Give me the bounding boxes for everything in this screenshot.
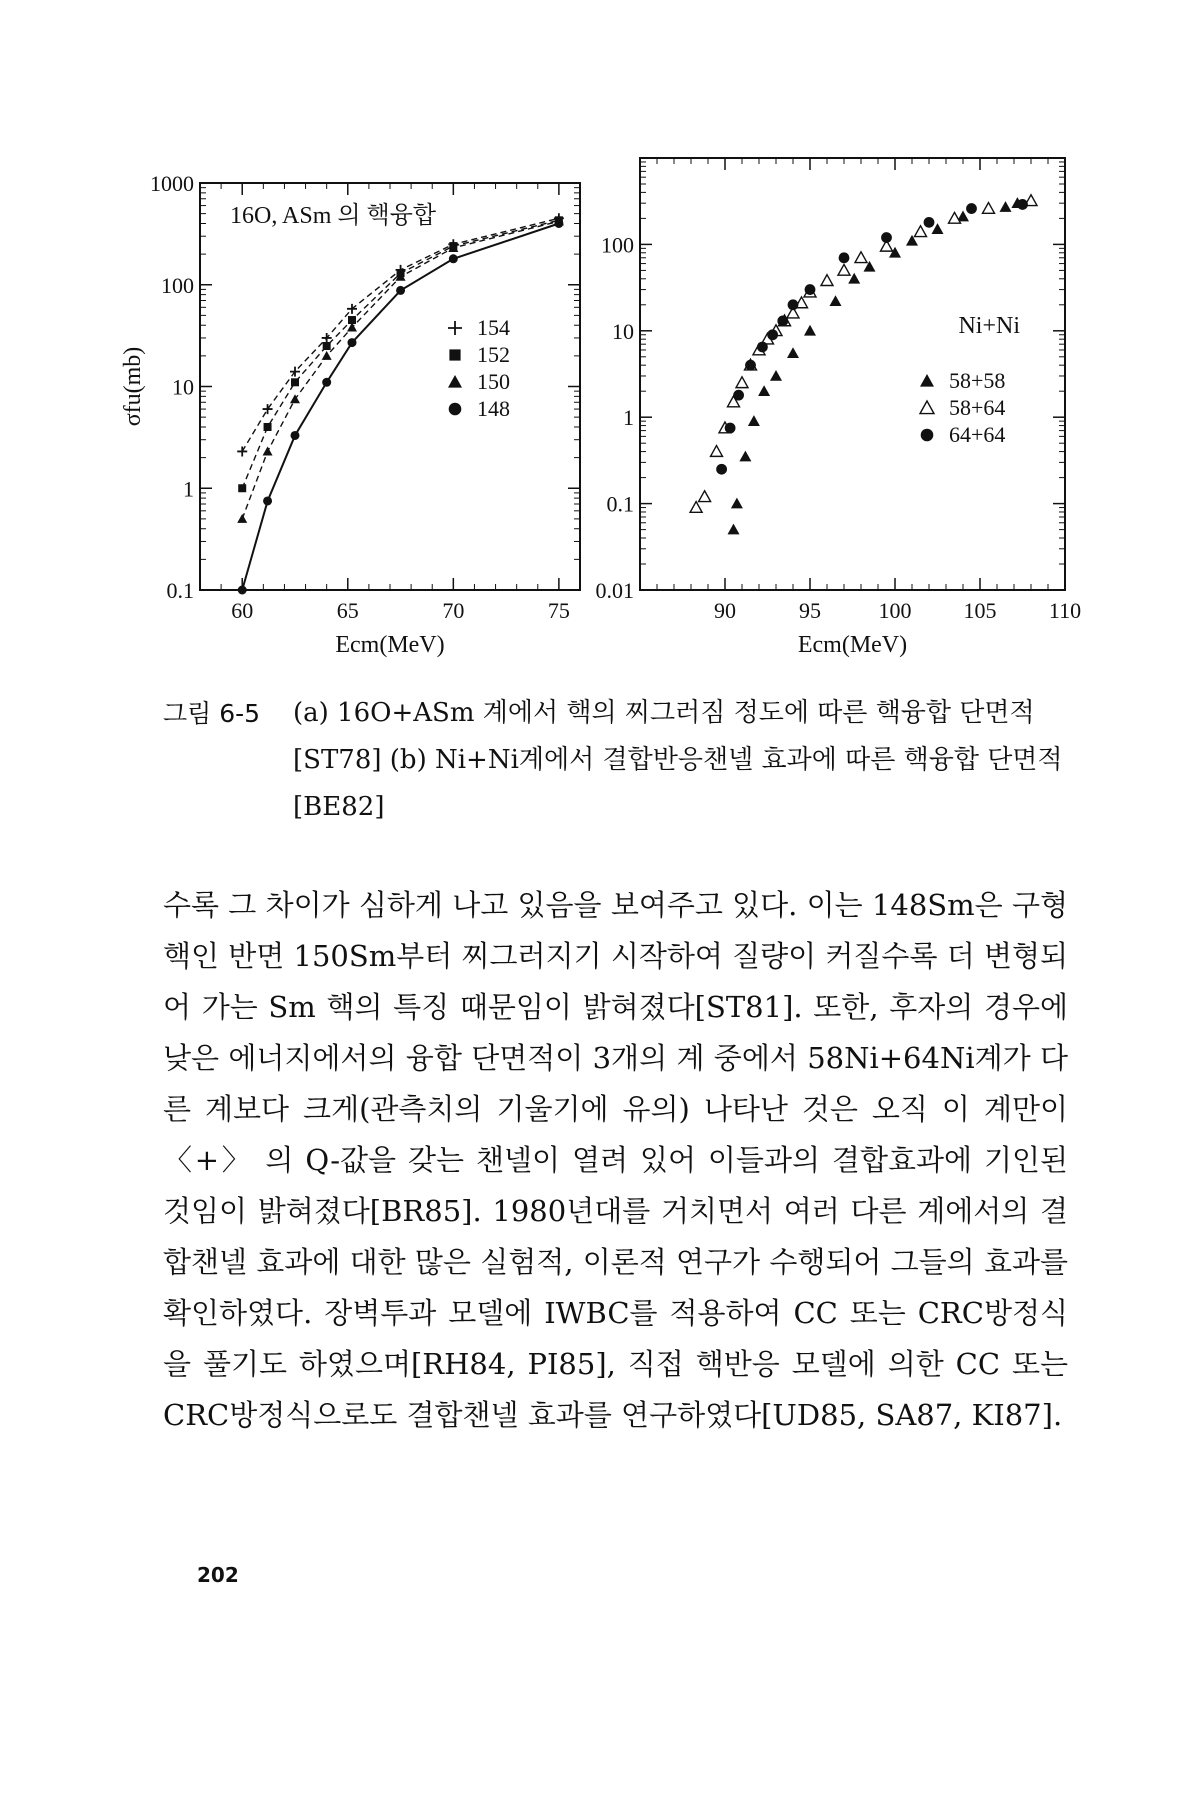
data-point-148 [263,496,272,505]
data-point-150 [263,446,273,455]
x-tick-label: 65 [336,598,359,623]
y-tick-label: 0.1 [606,491,634,517]
data-point-58+64 [983,203,995,214]
data-point-58+58 [804,325,816,336]
data-point-64+64 [1017,199,1028,210]
data-point-58+64 [915,226,927,237]
data-point-58+58 [731,498,743,509]
legend-marker-58+58 [920,374,934,387]
data-point-148 [238,586,247,595]
data-point-58+58 [748,415,760,426]
legend-label: 154 [477,315,510,340]
legend-label: 148 [477,396,510,421]
data-point-64+64 [924,217,935,228]
data-point-64+64 [733,390,744,401]
data-point-64+64 [777,316,788,327]
data-point-58+64 [821,275,833,286]
chart-title: Ni+Ni [958,313,1020,339]
data-point-58+64 [699,491,711,502]
y-tick-label: 0.1 [166,578,194,603]
data-point-152 [264,423,272,431]
caption-text: (a) 16O+ASm 계에서 핵의 찌그러짐 정도에 따른 핵융합 단면적 [ST78] (b) Ni+Ni계에서 결합반응챈넬 효과에 따른 핵융합 단면적 [BE82] [293,698,1063,822]
x-tick-label: 60 [231,598,254,623]
x-tick-label: 110 [1048,598,1082,623]
legend-marker-64+64 [921,429,934,442]
data-point-58+64 [855,252,867,263]
body-paragraph: 수록 그 차이가 심하게 나고 있음을 보여주고 있다. 이는 148Sm은 구형핵인 반면 150Sm부터 찌그러지기 시작하여 질량이 커질수록 더 변형되어 가는 Sm 핵의 특징 때문임이 밝혀졌다[ST81]. 또한, 후자의 경우에 낮은 에너지에서의 융합 단면적이 3개의 계 중에서 58Ni+64Ni계가 다른 계보다 크게(관측치의 기울기에 유의) 나타난 것은 오직 이 계만이 〈+〉 의 Q-값을 갖는 챈넬이 열려 있어 이들과의 결합효과에 기인된 것임이 밝혀졌다[BR85]. 1980년대를 거치면서 여러 다른 계에서의 결합챈넬 효과에 대한 많은 실험적, 이론적 연구가 수행되어 그들의 효과를 확인하였다. 장벽투과 모델에 IWBC를 적용하여 CC 또는 CRC방정식을 풀기도 하였으며[RH84, PI85], 직접 핵반응 모델에 의한 CC 또는 CRC방정식으로도 결합챈넬 효과를 연구하였다[UD85, SA87, KI87]. [163,888,1068,1432]
x-tick-label: 75 [547,598,570,623]
data-point-58+64 [711,446,723,457]
data-point-148 [291,431,300,440]
legend-label: 150 [477,369,510,394]
data-point-64+64 [966,203,977,214]
x-tick-label: 70 [442,598,465,623]
y-tick-label: 1 [623,405,634,431]
data-point-64+64 [839,252,850,263]
data-point-64+64 [716,464,727,475]
x-tick-label: 105 [963,598,997,623]
y-tick-label: 100 [161,272,194,298]
data-point-150 [322,351,332,360]
page-number: 202 [197,1563,239,1587]
data-point-58+58 [728,524,740,535]
y-tick-label: 100 [601,232,634,258]
chart-title: 16O, ASm 의 핵융합 [230,203,437,229]
plot-frame [200,183,580,590]
data-point-58+58 [739,451,751,462]
data-point-152 [238,484,246,492]
legend-marker-58+64 [920,401,934,414]
legend-marker-154 [448,321,462,335]
legend-label: 152 [477,342,510,367]
data-point-58+64 [838,264,850,275]
legend-marker-150 [448,375,462,388]
data-point-64+64 [805,284,816,295]
y-tick-label: 10 [612,318,634,344]
legend-label: 64+64 [949,422,1006,447]
legend-label: 58+58 [949,368,1006,393]
data-point-58+64 [949,212,961,223]
data-point-64+64 [757,342,768,353]
y-tick-label: 1 [183,476,194,502]
x-tick-label: 90 [714,598,736,623]
data-point-64+64 [881,232,892,243]
y-tick-label: 10 [172,374,194,400]
caption-label: 그림 6-5 [163,699,261,728]
legend-marker-148 [449,403,462,416]
x-tick-label: 95 [799,598,821,623]
data-point-58+58 [1000,201,1012,212]
data-point-148 [449,254,458,263]
data-point-64+64 [767,329,778,340]
data-point-148 [396,286,405,295]
data-point-58+58 [770,370,782,381]
data-point-58+64 [736,377,748,388]
data-point-58+58 [830,295,842,306]
x-tick-label: 100 [878,598,912,623]
data-point-64+64 [745,360,756,371]
data-point-64+64 [788,299,799,310]
data-point-58+64 [690,502,702,513]
data-point-152 [323,342,331,350]
data-point-154 [263,404,273,414]
data-point-150 [237,514,247,523]
legend-marker-152 [449,349,460,360]
data-point-150 [290,394,300,403]
body-text [163,880,1068,1441]
data-point-148 [554,219,563,228]
series-line-154 [242,218,559,451]
data-point-64+64 [725,423,736,434]
data-point-148 [348,338,357,347]
y-tick-label: 1000 [150,171,194,196]
data-point-58+58 [787,347,799,358]
x-axis-label: Ecm(MeV) [335,632,445,658]
x-axis-label: Ecm(MeV) [797,632,908,658]
data-point-154 [237,446,247,456]
data-point-148 [322,378,331,387]
data-point-152 [291,378,299,386]
y-tick-label: 0.01 [595,578,634,603]
figure [0,0,1200,700]
y-axis-label: σfu(mb) [120,346,146,427]
figure-caption [163,690,1063,831]
legend-label: 58+64 [949,395,1006,420]
data-point-58+58 [758,385,770,396]
